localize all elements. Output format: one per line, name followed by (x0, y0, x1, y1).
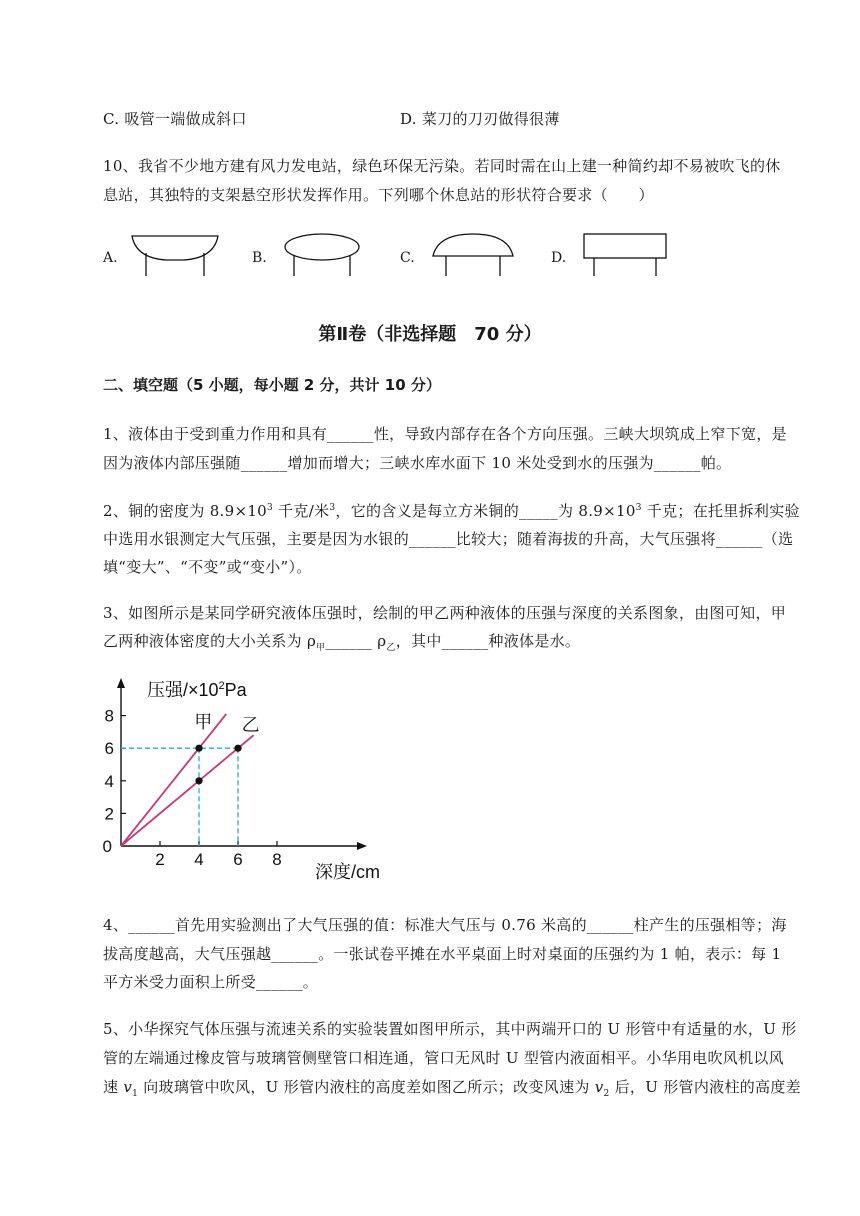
q5-line-2: 管的左端通过橡皮管与玻璃管侧壁管口相连通，管口无风时 U 型管内液面相平。小华用电吹风机以风 (103, 1049, 784, 1067)
ellipse-shape (282, 232, 362, 278)
q3-line-1: 3、如图所示是某同学研究液体压强时，绘制的甲乙两种液体的压强与深度的关系图象，由图可知，甲 (103, 604, 787, 622)
bowl-shape (130, 232, 220, 278)
y-tick-label: 4 (104, 771, 114, 791)
q1-line-2: 因为液体内部压强随______增加而增大；三峡水库水面下 10 米处受到水的压强为______帕。 (103, 454, 732, 472)
q10-line-2: 息站，其独特的支架悬空形状发挥作用。下列哪个休息站的形状符合要求（ ） (103, 186, 654, 204)
series-label: 乙 (241, 715, 260, 736)
series-line-jia (121, 711, 226, 846)
y-axis-label: 压强$/\times 10^2Pa$ (147, 680, 247, 700)
q5-line-3: 速 $v_1$ 向玻璃管中吹风，U 形管内液柱的高度差如图乙所示；改变风速为 $v_2$ 后，U 形管内液柱的高度差 (103, 1078, 801, 1099)
q10-option-d-label: D. (551, 250, 567, 266)
q4-line-3: 平方米受力面积上所受______。 (103, 973, 319, 991)
section-title: 二、填空题（5 小题，每小题 2 分，共计 10 分） (103, 376, 441, 394)
q4-line-1: 4、______首先用实验测出了大气压强的值：标准大气压与 0.76 米高的______柱产生的压强相等；海 (103, 916, 787, 934)
q2-line-1: 2、铜的密度为 $8.9\times 10^3$ 千克/米$^3$，它的含义是每立方米铜的_____为 $8.9\times 10^3$ 千克；在托里拆利实验 (103, 502, 800, 520)
y-axis-arrow (117, 678, 125, 688)
q4-line-2: 拔高度越高，大气压强越______。一张试卷平摊在水平桌面上时对桌面的压强约为 1 帕，表示：每 1 (103, 945, 782, 963)
q10-option-c-label: C. (400, 250, 415, 266)
data-point (234, 745, 241, 752)
q2-line-3: 填“变大”、“不变”或“变小”）。 (103, 558, 312, 576)
y-tick-label: 8 (104, 706, 114, 726)
x-tick-label: 2 (155, 850, 165, 869)
x-axis-label: 深度/cm (315, 862, 380, 882)
q1-line-1: 1、液体由于受到重力作用和具有______性，导致内部存在各个方向压强。三峡大坝筑成上窄下宽，是 (103, 425, 787, 443)
data-point (195, 777, 202, 784)
part-2-title: 第Ⅱ卷（非选择题 70 分） (318, 324, 542, 345)
q9-option-d: D. 菜刀的刀刃做得很薄 (400, 110, 560, 128)
x-tick-label: 6 (233, 850, 243, 869)
q10-option-a-label: A. (103, 250, 118, 266)
box-shape (580, 232, 670, 278)
series-line-yi (121, 735, 254, 846)
y-tick-label: 6 (104, 739, 114, 759)
x-axis-arrow (357, 842, 367, 850)
q10-line-1: 10、我省不少地方建有风力发电站，绿色环保无污染。若同时需在山上建一种简约却不易被吹飞的休 (103, 157, 781, 175)
q5-line-1: 5、小华探究气体压强与流速关系的实验装置如图甲所示，其中两端开口的 U 形管中有适量的水，U 形 (103, 1020, 797, 1038)
series-label: 甲 (194, 711, 213, 732)
x-tick-label: 8 (272, 850, 282, 869)
x-tick-label: 4 (194, 850, 204, 869)
pressure-depth-chart (95, 670, 405, 890)
origin-label: 0 (102, 837, 112, 856)
dome-shape (430, 232, 516, 278)
q2-line-2: 中选用水银测定大气压强，主要是因为水银的______比较大；随着海拔的升高，大气压强将______（选 (103, 530, 794, 548)
data-point (195, 745, 202, 752)
q9-option-c: C. 吸管一端做成斜口 (103, 110, 247, 128)
y-tick-label: 2 (104, 804, 114, 824)
q10-option-b-label: B. (252, 250, 267, 266)
q3-line-2: 乙两种液体密度的大小关系为 $\rho_甲\_\_\_\_\_\_$ $\rho_乙$，其中______种液体是水。 (103, 632, 581, 653)
